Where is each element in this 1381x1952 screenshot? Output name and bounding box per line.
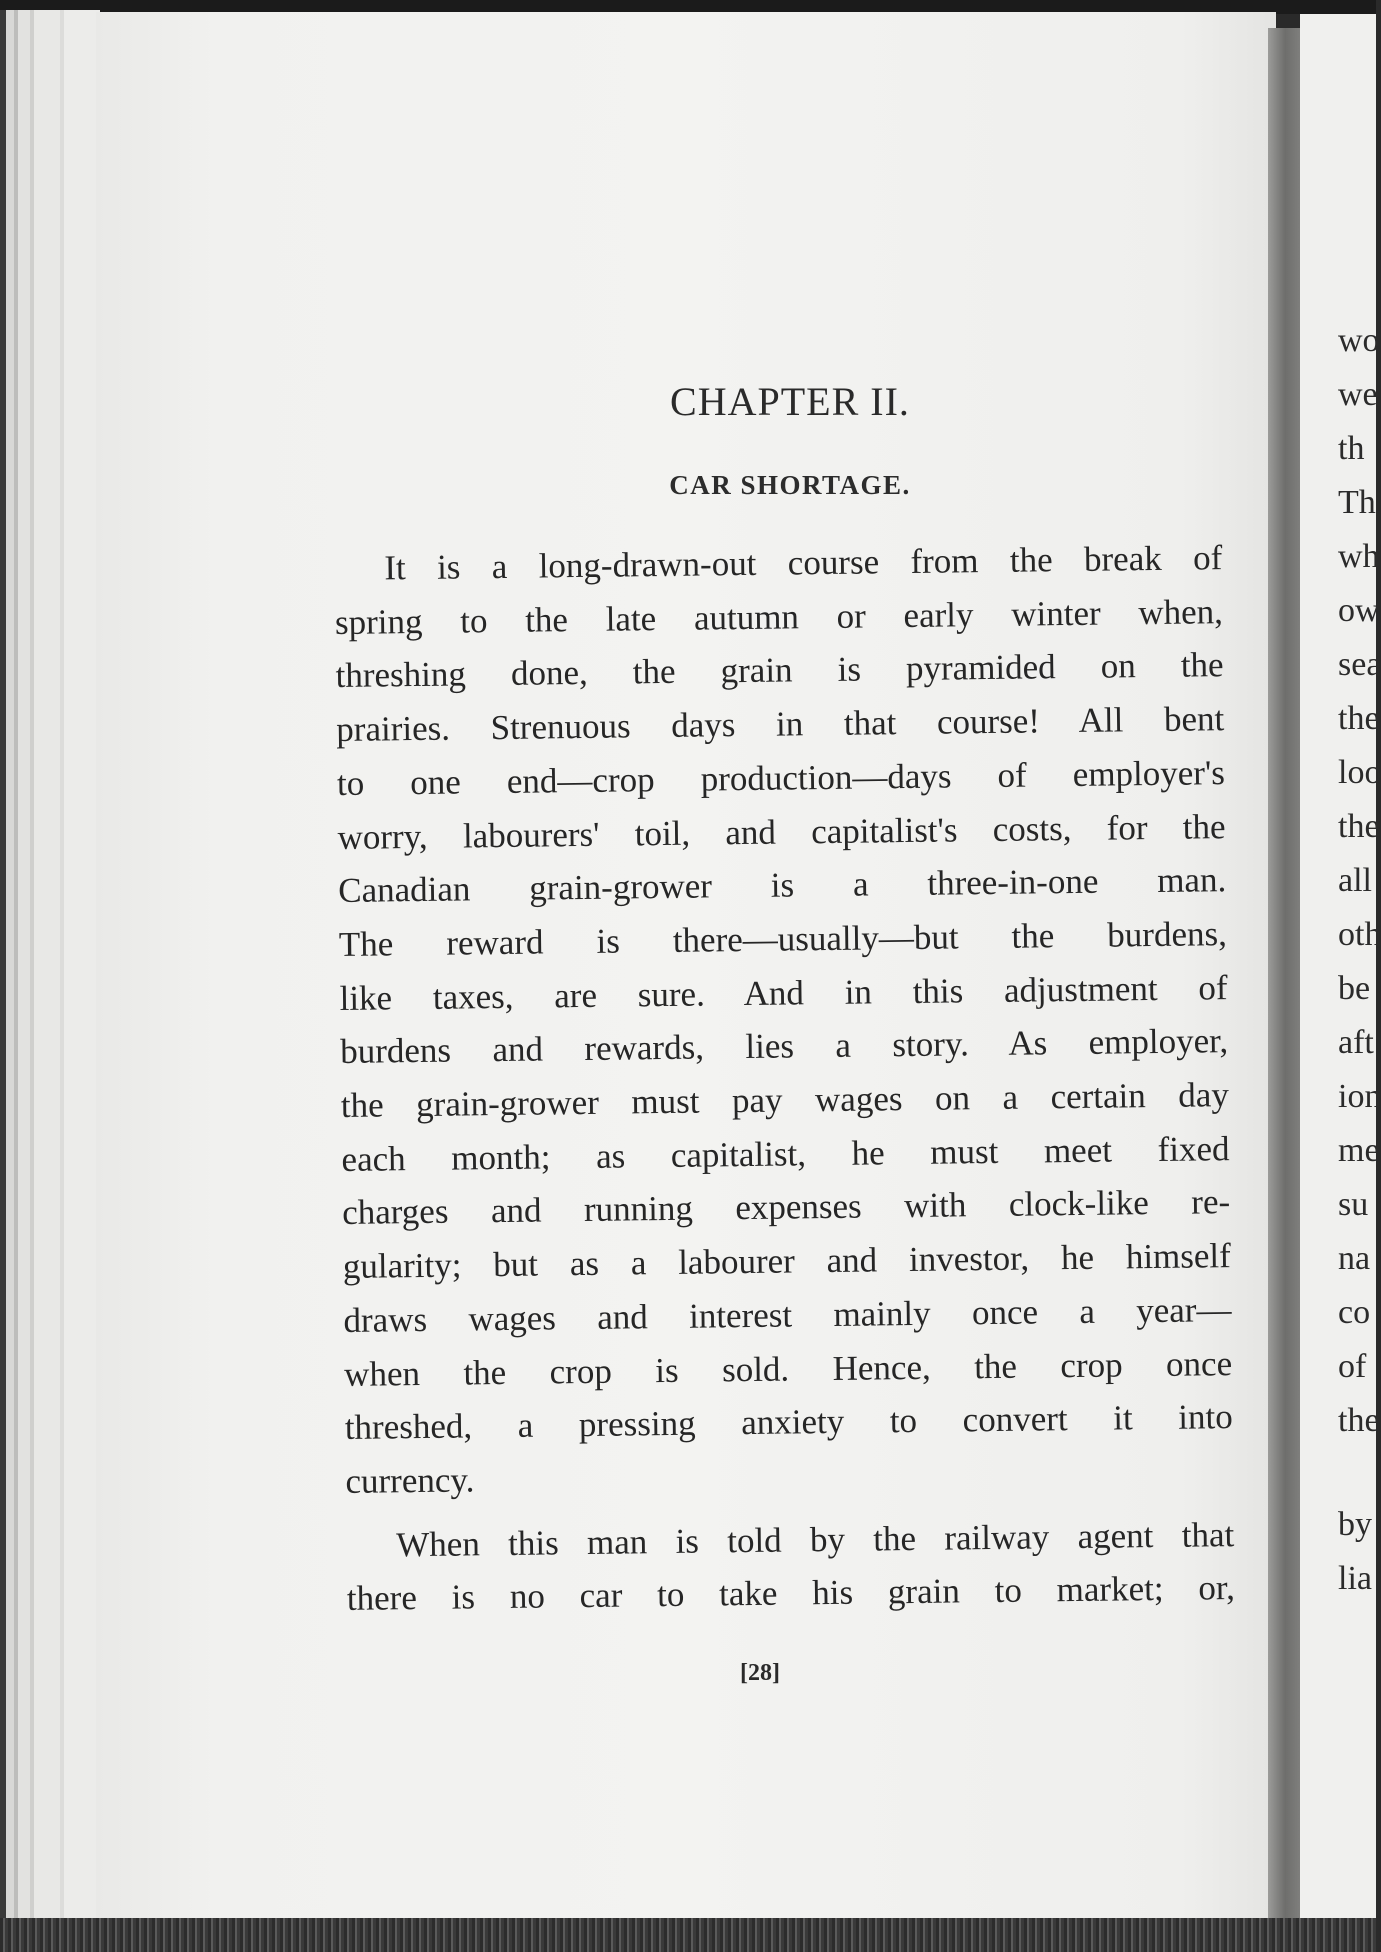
- text-line: the grain-grower must pay wages on a certain day: [340, 1075, 1230, 1125]
- text-line: when the crop is sold. Hence, the crop once: [343, 1343, 1233, 1394]
- facing-page-fragment: we: [1338, 376, 1378, 413]
- facing-page-fragment: be: [1338, 970, 1371, 1007]
- text-line: The reward is there—usually—but the burdens,: [338, 914, 1228, 964]
- facing-page-fragment: of: [1338, 1348, 1367, 1385]
- facing-page-fragment: su: [1338, 1186, 1369, 1223]
- facing-page-fragment: wh: [1338, 538, 1380, 575]
- section-title: CAR SHORTAGE.: [669, 470, 911, 500]
- text-line: spring to the late autumn or early winter when,: [334, 591, 1224, 642]
- text-line: currency.: [345, 1460, 475, 1501]
- facing-page: [1300, 14, 1376, 1918]
- text-line: Canadian grain-grower is a three-in-one man.: [338, 860, 1227, 911]
- text-line: like taxes, are sure. And in this adjustment of: [339, 967, 1228, 1018]
- facing-page-fragment: by: [1338, 1506, 1372, 1543]
- facing-page-fragment: the: [1338, 1402, 1380, 1439]
- text-line: there is no car to take his grain to market; or,: [346, 1568, 1236, 1619]
- facing-page-fragment: co: [1338, 1294, 1371, 1331]
- facing-page-fragment: na: [1338, 1240, 1371, 1277]
- facing-page-fragment: all: [1338, 862, 1372, 899]
- text-line: burdens and rewards, lies a story. As employer,: [339, 1021, 1229, 1072]
- text-line: each month; as capitalist, he must meet fixed: [341, 1128, 1230, 1179]
- facing-page-fragment: ion: [1338, 1078, 1381, 1115]
- page-number: [28]: [740, 1660, 780, 1686]
- facing-page-fragment: ow: [1338, 592, 1380, 629]
- facing-page-fragment: Th: [1338, 484, 1376, 521]
- text-line: gularity; but as a labourer and investor, he himself: [342, 1236, 1232, 1287]
- body-text: [334, 531, 1235, 1626]
- facing-page-fragment: sea: [1338, 646, 1381, 683]
- facing-page-fragment: me: [1338, 1132, 1380, 1169]
- text-line: prairies. Strenuous days in that course! All bent: [336, 699, 1225, 750]
- facing-page-fragment: the: [1338, 700, 1380, 737]
- text-line: threshed, a pressing anxiety to convert it into: [344, 1397, 1233, 1448]
- facing-page-fragment: wo: [1338, 322, 1380, 359]
- text-line: draws wages and interest mainly once a year—: [343, 1289, 1232, 1340]
- text-line: When this man is told by the railway agent that: [396, 1514, 1235, 1564]
- paragraph-1: [334, 531, 1234, 1508]
- facing-page-fragment: the: [1338, 808, 1380, 845]
- facing-page-fragment: aft: [1338, 1024, 1374, 1061]
- text-line: threshing done, the grain is pyramided on the: [335, 645, 1224, 696]
- text-line: to one end—crop production—days of employer's: [336, 752, 1226, 803]
- paragraph-2: [346, 1508, 1235, 1626]
- facing-page-fragment: oth: [1338, 916, 1381, 953]
- text-line: It is a long-drawn-out course from the break of: [384, 538, 1223, 588]
- scan-bottom-edge: [0, 1918, 1376, 1952]
- stacked-page-edges: [0, 10, 100, 1920]
- facing-page-fragment: lia: [1338, 1560, 1372, 1597]
- text-line: worry, labourers' toil, and capitalist's costs, for the: [337, 806, 1226, 857]
- facing-page-fragment: th: [1338, 430, 1365, 467]
- text-line: charges and running expenses with clock-like re-: [341, 1182, 1231, 1233]
- facing-page-fragment: loo: [1338, 754, 1381, 791]
- chapter-title: CHAPTER II.: [670, 379, 910, 424]
